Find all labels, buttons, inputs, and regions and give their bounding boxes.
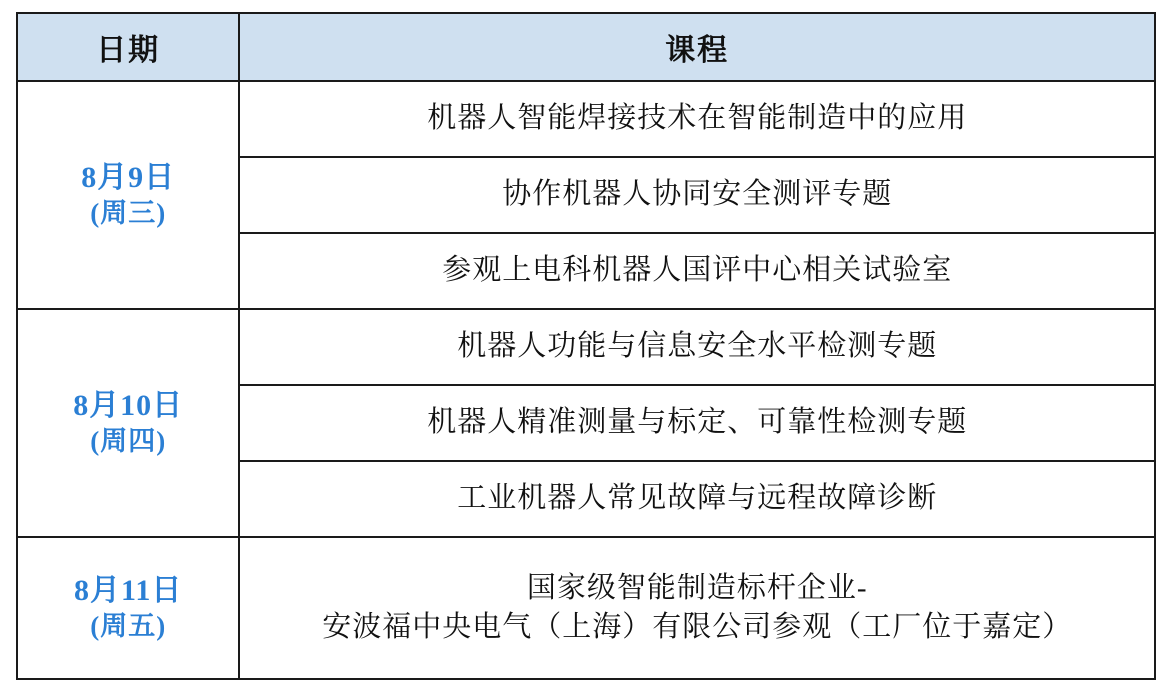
table-row <box>17 537 1155 679</box>
column-header-course: 课程 <box>239 13 1155 81</box>
course-cell <box>239 157 1155 233</box>
table-header <box>17 13 1155 81</box>
table-body <box>17 81 1155 679</box>
course-line: 国家级智能制造标杆企业- <box>526 571 868 604</box>
course-cell <box>239 461 1155 537</box>
course-line: 工业机器人常见故障与远程故障诊断 <box>457 482 938 515</box>
date-cell-group-1 <box>17 81 239 309</box>
column-header-date: 日期 <box>17 13 239 81</box>
date-sub-label: (周五) <box>90 610 167 641</box>
course-line: 机器人精准测量与标定、可靠性检测专题 <box>427 406 968 439</box>
schedule-table <box>16 12 1156 680</box>
table-row <box>17 309 1155 385</box>
course-line: 机器人智能焊接技术在智能制造中的应用 <box>427 102 968 135</box>
table-row <box>17 81 1155 157</box>
course-cell <box>239 309 1155 385</box>
course-cell <box>239 385 1155 461</box>
table-header-row <box>17 13 1155 81</box>
date-sub-label: (周三) <box>90 197 167 228</box>
date-main-label: 8月10日 <box>73 389 184 423</box>
course-cell <box>239 233 1155 309</box>
course-cell <box>239 537 1155 679</box>
date-main-label: 8月9日 <box>81 161 176 195</box>
course-line: 协作机器人协同安全测评专题 <box>502 178 893 211</box>
date-main-label: 8月11日 <box>74 574 183 608</box>
date-cell-group-2 <box>17 309 239 537</box>
course-line: 安波福中央电气（上海）有限公司参观（工厂位于嘉定） <box>322 611 1073 643</box>
course-line: 机器人功能与信息安全水平检测专题 <box>457 330 938 363</box>
date-sub-label: (周四) <box>90 425 167 456</box>
date-cell-group-3 <box>17 537 239 679</box>
course-cell <box>239 81 1155 157</box>
course-line: 参观上电科机器人国评中心相关试验室 <box>442 254 953 287</box>
